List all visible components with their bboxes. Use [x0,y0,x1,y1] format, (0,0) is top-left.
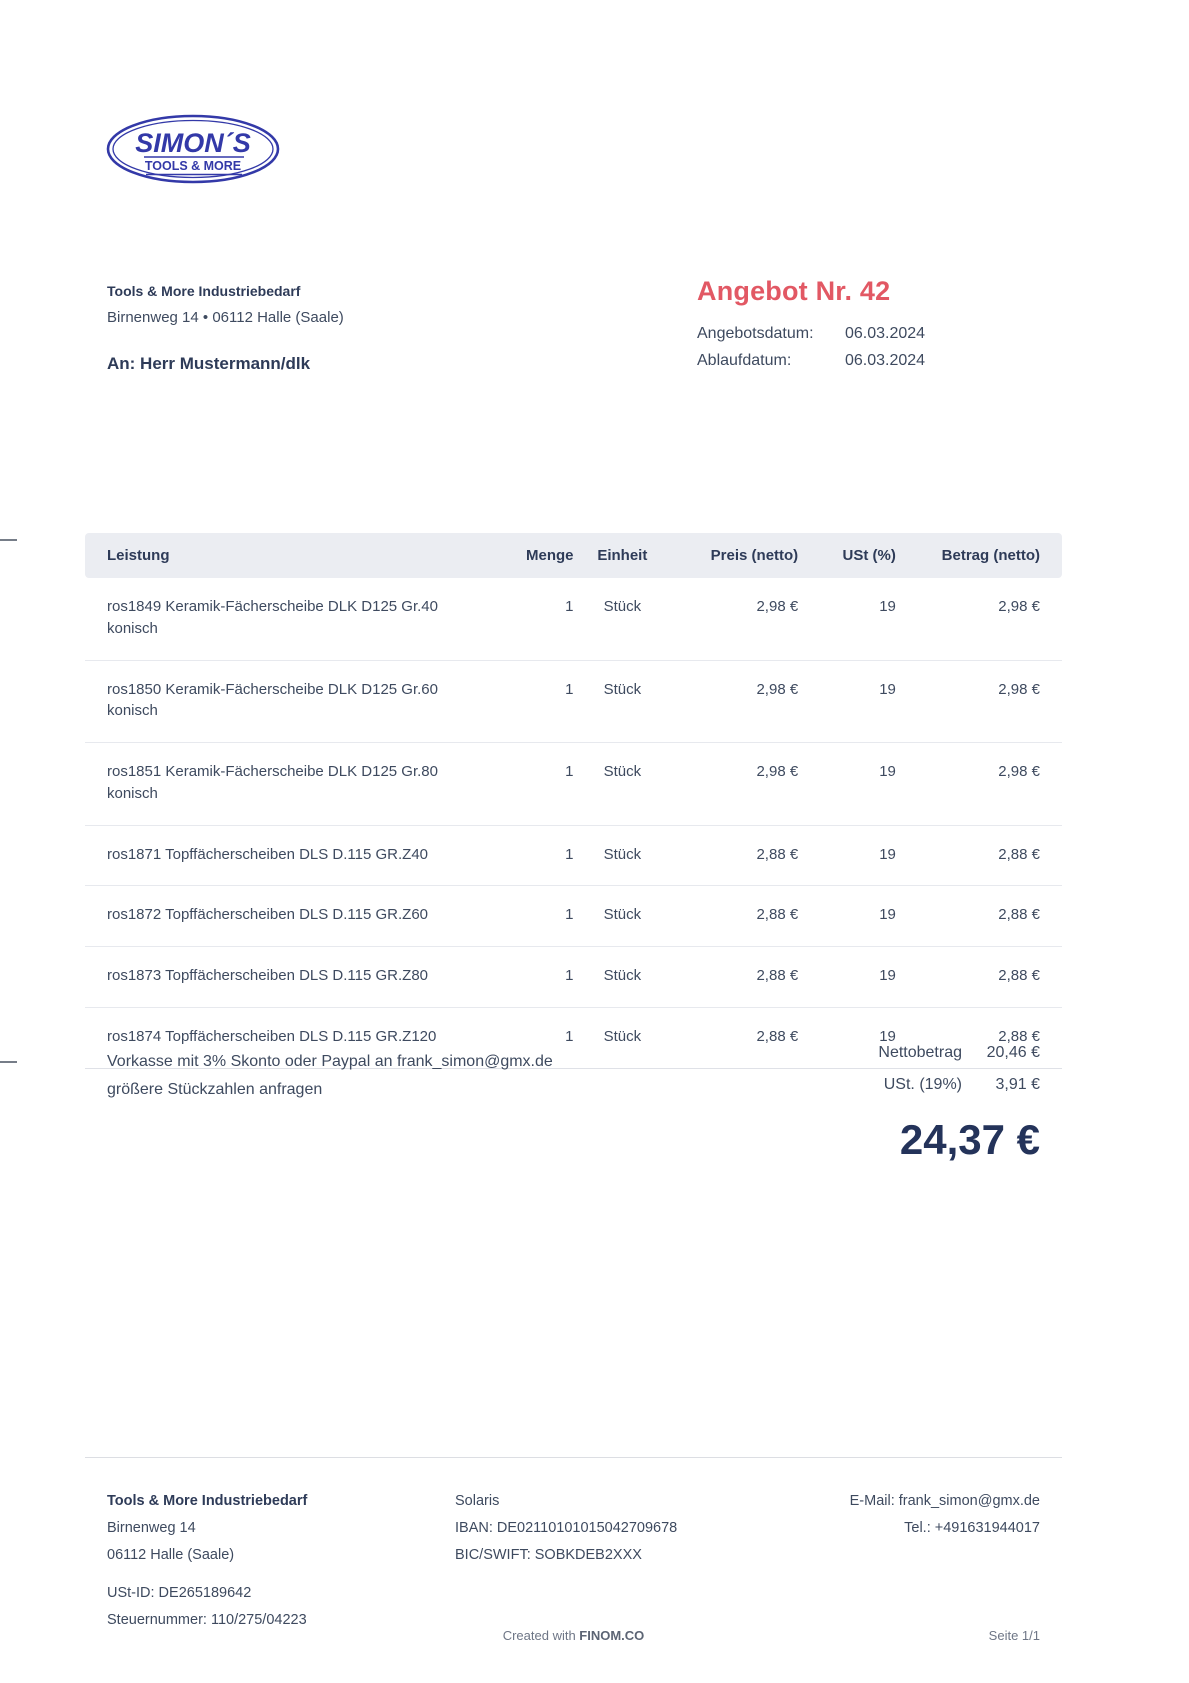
footer-company-column [107,1492,307,1638]
items-table [85,533,1062,1069]
created-with [85,1628,1062,1643]
grand-total: 24,37 € [899,1116,1040,1163]
net-total-value: 20,46 € [986,1044,1040,1061]
item-qty: 1 [565,906,574,924]
page-number: Seite 1/1 [988,1628,1040,1643]
item-qty: 1 [565,845,574,863]
footer-bic: BIC/SWIFT: SOBKDEB2XXX [455,1547,642,1563]
fold-mark-bottom [0,1061,17,1063]
created-with-prefix: Created with [502,1628,580,1643]
table-row [85,578,1062,660]
col-header-betrag: Betrag (netto) [896,533,1062,578]
item-vat: 19 [879,967,896,984]
net-total-row [742,1044,1062,1062]
sender-company: Tools & More Industriebedarf [107,283,301,299]
vat-total-row [742,1076,1062,1094]
item-vat: 19 [879,598,896,615]
offer-header [697,276,1062,379]
table-row [85,743,1062,826]
item-name: ros1851 Keramik-Fächerscheibe DLK D125 Gr.80 konisch [107,763,438,802]
item-price: 2,98 € [756,763,799,780]
item-amount: 2,88 € [998,845,1040,863]
sender-block [107,283,344,374]
footer-bank-column [455,1492,677,1573]
sender-address: Birnenweg 14 • 06112 Halle (Saale) [107,309,344,326]
table-row [85,660,1062,743]
item-name: ros1849 Keramik-Fächerscheibe DLK D125 Gr.40 konisch [107,598,438,637]
created-with-brand: FINOM.CO [579,1628,645,1643]
item-name: ros1850 Keramik-Fächerscheibe DLK D125 Gr.60 konisch [107,680,438,720]
item-unit: Stück [603,680,642,698]
item-amount: 2,88 € [998,906,1040,924]
vat-total-value: 3,91 € [995,1076,1040,1093]
logo-title: SIMON´S [135,128,251,158]
item-unit: Stück [603,763,642,780]
footer-tax-number: Steuernummer: 110/275/04223 [107,1612,307,1628]
payment-notes [107,1048,667,1104]
item-price: 2,98 € [756,598,799,615]
logo-stamp-icon [104,110,282,188]
payment-note-line2: größere Stückzahlen anfragen [107,1081,323,1098]
logo-subtitle: TOOLS & MORE [144,159,242,173]
footer-iban: IBAN: DE02110101015042709678 [455,1520,678,1536]
footer-contact-column [850,1492,1040,1546]
item-amount: 2,88 € [998,1027,1040,1045]
company-logo [104,110,282,193]
footer-company-name: Tools & More Industriebedarf [107,1493,308,1509]
footer-phone: Tel.: +491631944017 [904,1520,1040,1536]
item-amount: 2,98 € [998,680,1040,698]
item-unit: Stück [603,845,642,863]
footer-email: E-Mail: frank_simon@gmx.de [849,1493,1040,1509]
item-vat: 19 [879,680,896,698]
item-vat: 19 [879,845,896,863]
item-qty: 1 [565,680,574,698]
col-header-menge: Menge [495,533,573,578]
item-name: ros1873 Topffächerscheiben DLS D.115 GR.Z80 [107,967,429,984]
item-vat: 19 [879,906,896,924]
fold-mark-top [0,539,17,541]
item-vat: 19 [879,1027,896,1045]
offer-title: Angebot Nr. 42 [697,276,891,306]
item-amount: 2,98 € [998,763,1040,780]
item-price: 2,88 € [756,906,799,924]
item-unit: Stück [603,906,642,924]
offer-date-label: Angebotsdatum: [697,325,814,342]
item-unit: Stück [603,1027,642,1045]
net-total-label: Nettobetrag [878,1044,962,1061]
item-name: ros1872 Topffächerscheiben DLS D.115 GR.Z60 [107,906,429,924]
item-amount: 2,88 € [998,967,1040,984]
item-price: 2,98 € [756,680,799,698]
offer-date-value: 06.03.2024 [845,325,926,342]
item-price: 2,88 € [756,1027,799,1045]
payment-note-line1: Vorkasse mit 3% Skonto oder Paypal an frank_simon@gmx.de [107,1053,553,1070]
table-header-row [85,533,1062,578]
offer-date-row [697,325,1062,343]
item-unit: Stück [603,967,642,984]
offer-expiry-value: 06.03.2024 [845,352,926,369]
footer-city: 06112 Halle (Saale) [107,1547,235,1563]
table-row [85,947,1062,1008]
item-name: ros1874 Topffächerscheiben DLS D.115 GR.Z120 [107,1027,437,1045]
footer-divider [85,1457,1062,1458]
table-row [85,886,1062,947]
vat-total-label: USt. (19%) [883,1076,962,1093]
item-qty: 1 [565,763,574,780]
item-unit: Stück [603,598,642,615]
footer-bank-name: Solaris [455,1493,500,1509]
col-header-preis: Preis (netto) [671,533,798,578]
item-name: ros1871 Topffächerscheiben DLS D.115 GR.Z40 [107,845,429,863]
offer-expiry-row [697,352,1062,370]
item-price: 2,88 € [756,967,799,984]
item-qty: 1 [565,1027,574,1045]
item-vat: 19 [879,763,896,780]
col-header-ust: USt (%) [798,533,896,578]
col-header-einheit: Einheit [574,533,672,578]
offer-expiry-label: Ablaufdatum: [697,352,792,369]
item-qty: 1 [565,967,574,984]
table-row [85,825,1062,886]
item-qty: 1 [565,598,574,615]
totals-block [742,1044,1062,1108]
col-header-leistung: Leistung [85,533,495,578]
item-amount: 2,98 € [998,598,1040,615]
footer-street: Birnenweg 14 [107,1520,196,1536]
item-price: 2,88 € [756,845,799,863]
recipient: An: Herr Mustermann/dlk [107,354,311,373]
footer-vat-id: USt-ID: DE265189642 [107,1585,252,1601]
